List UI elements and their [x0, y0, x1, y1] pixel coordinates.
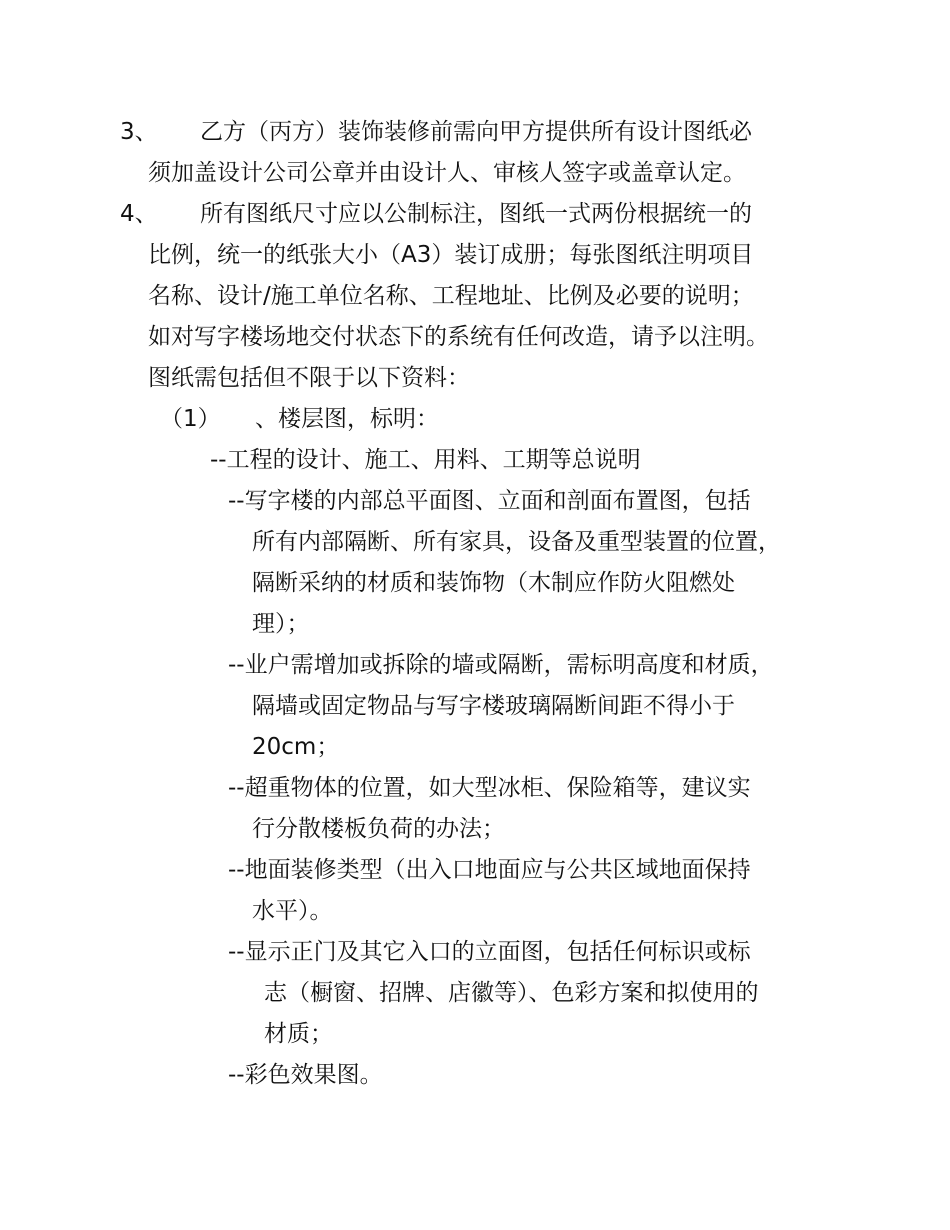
- item-text-line: 所有图纸尺寸应以公制标注，图纸一式两份根据统一的: [200, 201, 752, 227]
- bullet-line: 隔墙或固定物品与写字楼玻璃隔断间距不得小于: [252, 693, 735, 719]
- subitem-text: 、楼层图，标明：: [255, 406, 439, 432]
- item-text-line: 比例，统一的纸张大小（A3）装订成册；每张图纸注明项目: [148, 242, 754, 268]
- bullet-line: --显示正门及其它入口的立面图，包括任何标识或标: [228, 939, 751, 965]
- bullet-line: --彩色效果图。: [228, 1062, 383, 1088]
- item-text-line: 乙方（丙方）装饰装修前需向甲方提供所有设计图纸必: [200, 119, 752, 145]
- bullet-line: 理）；: [252, 611, 310, 637]
- bullet-line: 志（橱窗、招牌、店徽等）、色彩方案和拟使用的: [264, 980, 759, 1006]
- bullet-line: 20cm；: [252, 734, 340, 760]
- subitem-number: （1）: [160, 406, 221, 432]
- bullet-line: 行分散楼板负荷的办法；: [252, 816, 505, 842]
- bullet-line: --工程的设计、施工、用料、工期等总说明: [210, 447, 641, 473]
- bullet-line: 隔断采纳的材质和装饰物（木制应作防火阻燃处: [252, 570, 735, 596]
- item-number: 3、: [120, 119, 158, 145]
- bullet-line: 水平）。: [252, 898, 333, 924]
- bullet-line: --地面装修类型（出入口地面应与公共区域地面保持: [228, 857, 751, 883]
- item-text-line: 如对写字楼场地交付状态下的系统有任何改造，请予以注明。: [148, 324, 769, 350]
- bullet-line: --写字楼的内部总平面图、立面和剖面布置图，包括: [228, 488, 751, 514]
- item-text-line: 名称、设计/施工单位名称、工程地址、比例及必要的说明；: [148, 283, 754, 309]
- bullet-line: --超重物体的位置，如大型冰柜、保险箱等，建议实: [228, 775, 751, 801]
- bullet-line: 所有内部隔断、所有家具，设备及重型装置的位置，: [252, 529, 781, 555]
- item-number: 4、: [120, 201, 158, 227]
- item-text-line: 须加盖设计公司公章并由设计人、审核人签字或盖章认定。: [148, 160, 746, 186]
- bullet-line: 材质；: [264, 1021, 333, 1047]
- bullet-line: --业户需增加或拆除的墙或隔断，需标明高度和材质，: [228, 652, 774, 678]
- item-text-line: 图纸需包括但不限于以下资料：: [148, 365, 470, 391]
